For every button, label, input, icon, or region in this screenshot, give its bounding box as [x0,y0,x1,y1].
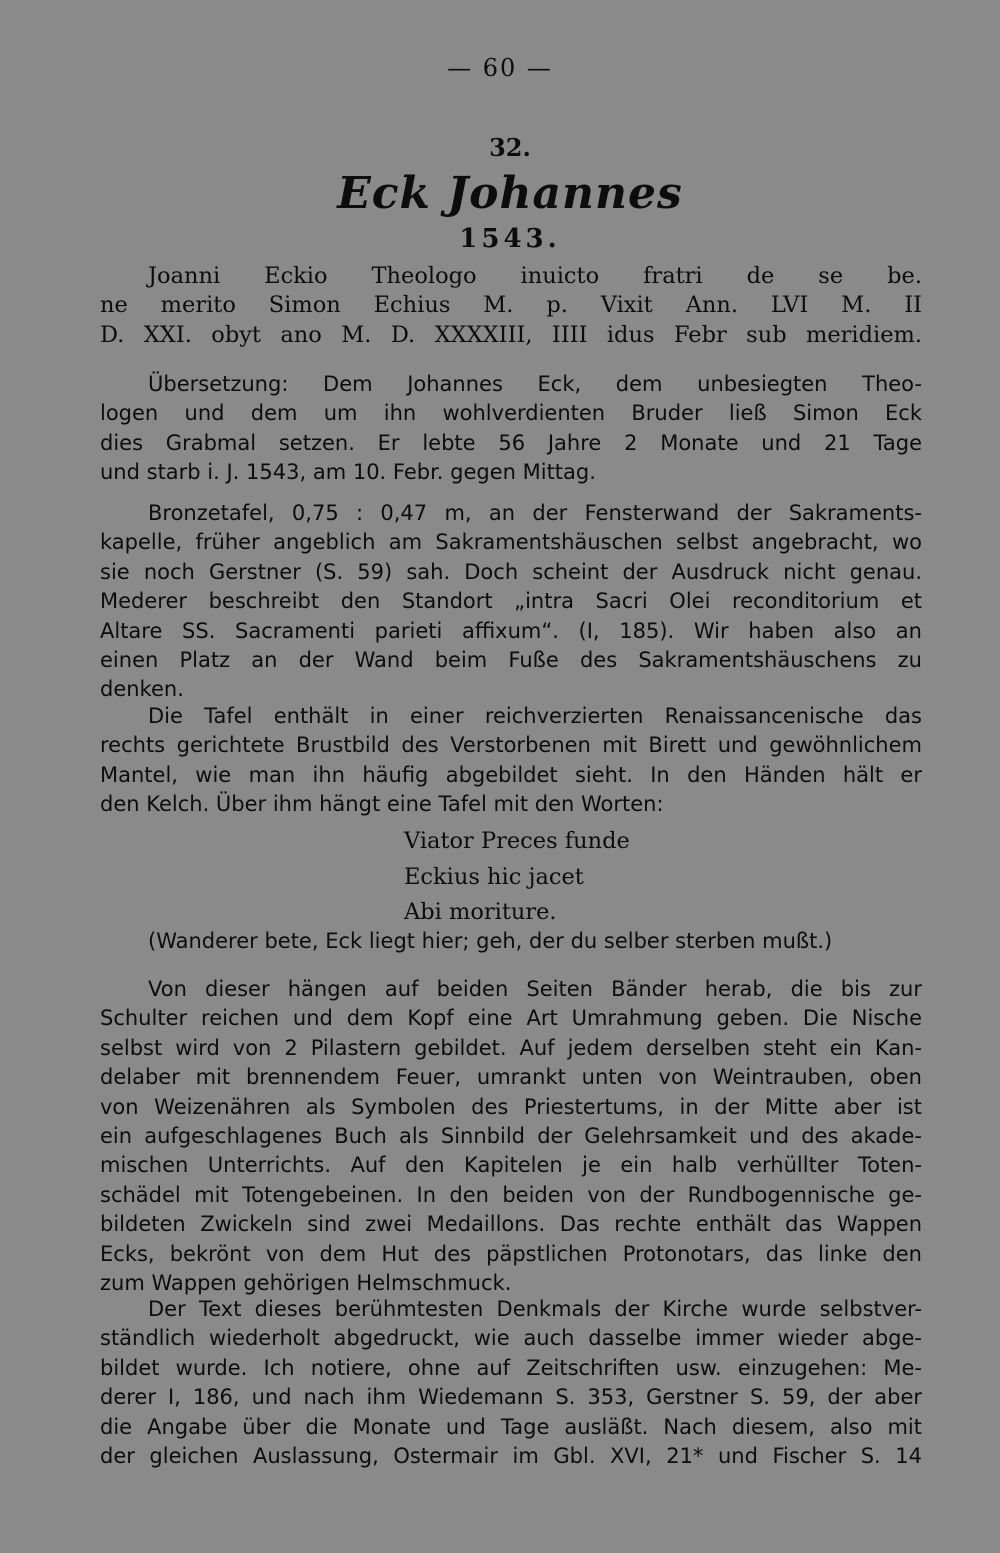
paragraph-line: bildet wurde. Ich notiere, ohne auf Zeitschriften usw. einzugehen: Me- [100,1355,922,1380]
paragraph-line: denken. [100,677,184,702]
paragraph-line: bildeten Zwickeln sind zwei Medaillons. Das rechte enthält das Wappen [100,1212,922,1237]
translation-line: logen und dem um ihn wohlverdienten Bruder ließ Simon Eck [100,401,922,426]
verse-line: Viator Preces funde [404,828,630,854]
latin-inscription [100,262,922,350]
inscription-line: Joanni Eckio Theologo inuicto fratri de se be. [148,263,922,289]
paragraph-line: Altare SS. Sacramenti parieti affixum“. (I, 185). Wir haben also an [100,618,922,643]
paragraph-line: Mederer beschreibt den Standort „intra Sacri Olei reconditorium et [100,589,922,614]
paragraph-line: einen Platz an der Wand beim Fuße des Sakramentshäuschens zu [100,648,922,673]
entry-year: 1543. [459,224,561,254]
translation-line: und starb i. J. 1543, am 10. Febr. gegen Mittag. [100,460,596,485]
latin-verse [404,824,630,931]
translation-line: dies Grabmal setzen. Er lebte 56 Jahre 2 Monate und 21 Tage [100,430,922,455]
paragraph-line: Ecks, bekrönt von dem Hut des päpstlichen Protonotars, das linke den [100,1241,922,1266]
paragraph-line: Der Text dieses berühmtesten Denkmals der Kirche wurde selbstver- [148,1297,922,1321]
paragraph-description [100,702,922,820]
paragraph-line: Von dieser hängen auf beiden Seiten Bänder herab, die bis zur [148,977,922,1001]
inscription-line: ne merito Simon Echius M. p. Vixit Ann. LVI M. II [100,292,922,319]
translation-line: Übersetzung: Dem Johannes Eck, dem unbesiegten Theo- [148,372,922,396]
entry-title: Eck Johannes [337,168,683,219]
verse-line: Abi moriture. [404,899,557,925]
inscription-line: D. XXI. obyt ano M. D. XXXXIII, IIII idus Febr sub meridiem. [100,321,922,348]
paragraph-line: ständlich wiederholt abgedruckt, wie auch dasselbe immer wieder abge- [100,1326,922,1351]
paragraph-bronze-plaque [100,499,922,705]
paragraph-line: selbst wird von 2 Pilastern gebildet. Auf jedem derselben steht ein Kan- [100,1035,922,1060]
paragraph-line: Die Tafel enthält in einer reichverzierten Renaissancenische das [148,704,922,728]
paragraph-line: sie noch Gerstner (S. 59) sah. Doch scheint der Ausdruck nicht genau. [100,559,922,584]
paragraph-line: die Angabe über die Monate und Tage ausläßt. Nach diesem, also mit [100,1414,922,1439]
paragraph-line: kapelle, früher angeblich am Sakramentshäuschen selbst angebracht, wo [100,530,922,555]
paragraph-line: Bronzetafel, 0,75 : 0,47 m, an der Fensterwand der Sakraments- [148,501,922,525]
translation-paragraph [100,370,922,488]
paragraph-line: rechts gerichtete Brustbild des Verstorbenen mit Birett und gewöhnlichem [100,733,922,758]
paragraph-line: derer I, 186, und nach ihm Wiedemann S. 353, Gerstner S. 59, der aber [100,1385,922,1410]
paragraph-line: Schulter reichen und dem Kopf eine Art Umrahmung geben. Die Nische [100,1006,922,1031]
verse-line: Eckius hic jacet [404,863,584,890]
paragraph-line: mischen Unterrichts. Auf den Kapitelen je ein halb verhüllter Toten- [100,1153,922,1178]
paragraph-line: Mantel, wie man ihn häufig abgebildet sieht. In den Händen hält er [100,762,922,787]
paragraph-line: schädel mit Totengebeinen. In den beiden von der Rundbogennische ge- [100,1182,922,1207]
paragraph-line: ein aufgeschlagenes Buch als Sinnbild der Gelehrsamkeit und des akade- [100,1124,922,1149]
paragraph-references [100,1295,922,1471]
paragraph-line: delaber mit brennendem Feuer, umrankt unten von Weintrauben, oben [100,1065,922,1090]
paragraph-line: zum Wappen gehörigen Helmschmuck. [100,1271,512,1296]
paragraph-line: der gleichen Auslassung, Ostermair im Gbl. XVI, 21* und Fischer S. 14 [100,1444,922,1469]
entry-number: 32. [489,133,531,162]
page-number: — 60 — [447,54,553,82]
verse-translation: (Wanderer bete, Eck liegt hier; geh, der du selber sterben mußt.) [148,929,833,953]
paragraph-line: von Weizenähren als Symbolen des Priestertums, in der Mitte aber ist [100,1094,922,1119]
paragraph-line: den Kelch. Über ihm hängt eine Tafel mit den Worten: [100,792,664,817]
paragraph-niche [100,975,922,1298]
